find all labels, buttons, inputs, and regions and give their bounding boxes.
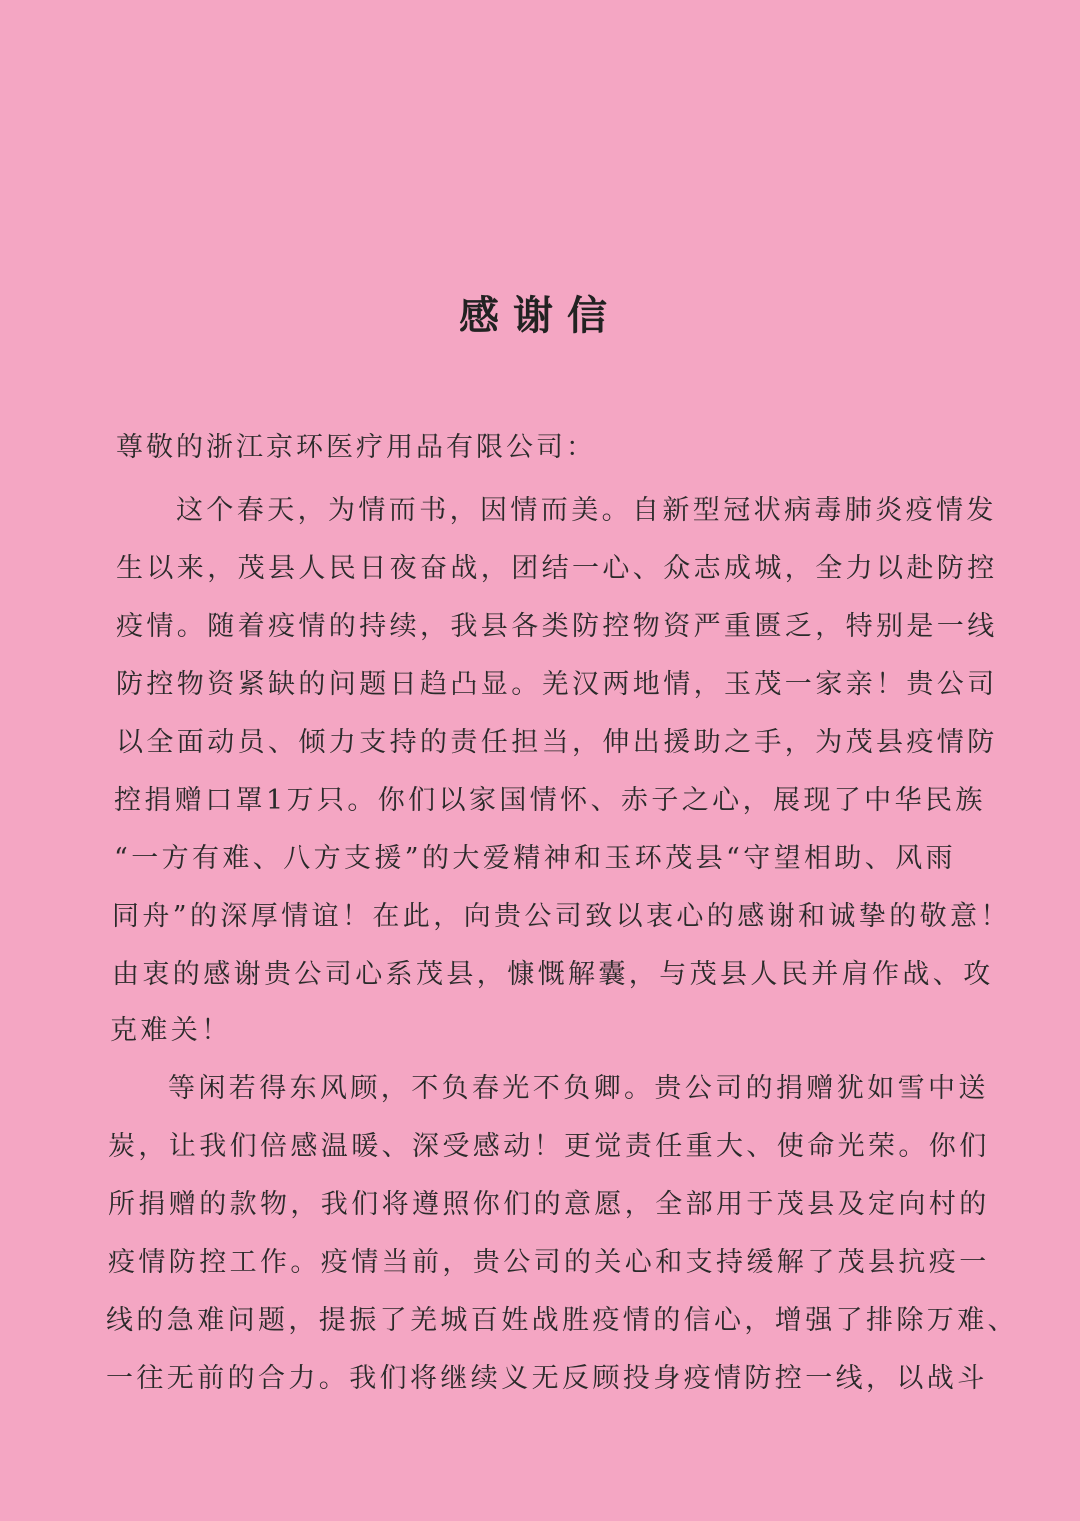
paragraph-line: 线的急难问题，提振了羌城百姓战胜疫情的信心，增强了排除万难、: [106, 1305, 1018, 1336]
paragraph-line: 克难关！: [110, 1015, 232, 1046]
paragraph-line: 所捐赠的款物，我们将遵照你们的意愿，全部用于茂县及定向村的: [108, 1189, 990, 1220]
paragraph-line: 由衷的感谢贵公司心系茂县，慷慨解囊，与茂县人民并肩作战、攻: [112, 959, 994, 990]
paragraph-line: 疫情防控工作。疫情当前，贵公司的关心和支持缓解了茂县抗疫一: [108, 1247, 990, 1278]
paragraph-line: “一方有难、八方支援”的大爱精神和玉环茂县“守望相助、风雨: [114, 843, 957, 874]
paragraph-line: 疫情。随着疫情的持续，我县各类防控物资严重匮乏，特别是一线: [116, 611, 998, 642]
paragraph-line: 这个春天，为情而书，因情而美。自新型冠状病毒肺炎疫情发: [176, 495, 997, 526]
paragraph-line: 控捐赠口罩1万只。你们以家国情怀、赤子之心，展现了中华民族: [114, 785, 986, 816]
paragraph-line: 生以来，茂县人民日夜奋战，团结一心、众志成城，全力以赴防控: [116, 553, 998, 584]
paragraph-line: 防控物资紧缺的问题日趋凸显。羌汉两地情，玉茂一家亲！贵公司: [116, 669, 998, 700]
paragraph-line: 炭，让我们倍感温暖、深受感动！更觉责任重大、使命光荣。你们: [108, 1131, 990, 1162]
salutation: 尊敬的浙江京环医疗用品有限公司：: [116, 432, 596, 463]
page-title: 感谢信: [459, 292, 621, 339]
paragraph-line: 同舟”的深厚情谊！在此，向贵公司致以衷心的感谢和诚挚的敬意！: [112, 901, 1011, 932]
paragraph-line: 一往无前的合力。我们将继续义无反顾投身疫情防控一线，以战斗: [106, 1363, 988, 1394]
paragraph-line: 以全面动员、倾力支持的责任担当，伸出援助之手，为茂县疫情防: [116, 727, 998, 758]
paragraph-line: 等闲若得东风顾，不负春光不负卿。贵公司的捐赠犹如雪中送: [168, 1073, 989, 1104]
